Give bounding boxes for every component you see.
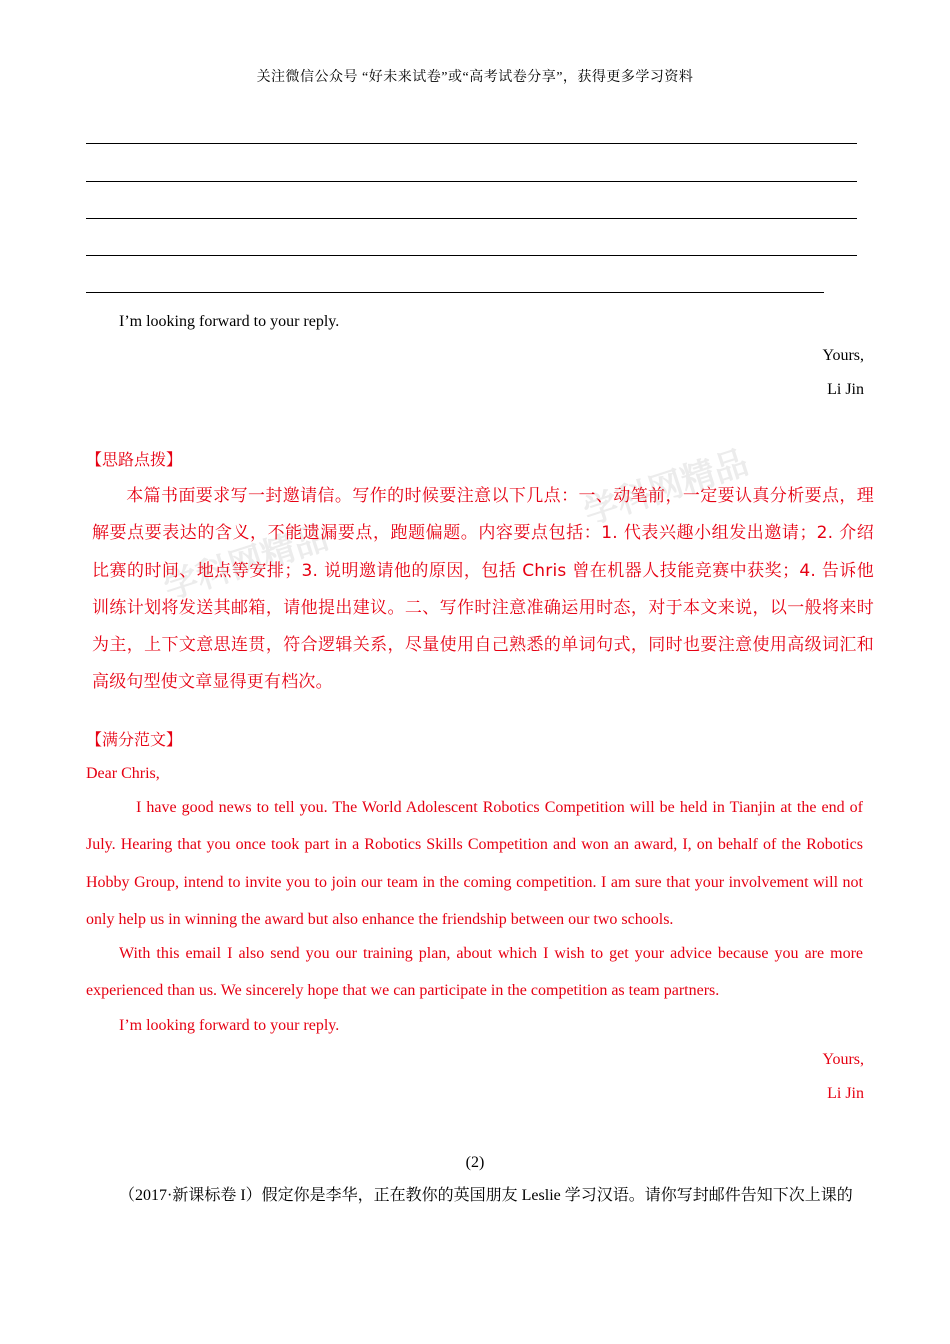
answer-line	[86, 218, 857, 219]
sample-signature: Li Jin	[827, 1085, 864, 1102]
letter-sign-off: Yours,	[822, 347, 864, 364]
hint-body-text: 本篇书面要求写一封邀请信。写作的时候要注意以下几点：一、动笔前，一定要认真分析要点，理解要点要表达的含义，不能遗漏要点，跑题偏题。内容要点包括：1. 代表兴趣小组发出邀请；2. 介绍比赛的时间、地点等安排；3. 说明邀请他的原因，包括 Chris 曾在机器人技能竞赛中获奖；4. 告诉他训练计划将发送其邮箱，请他提出建议。二、写作时注意准确运用时态，对于本文来说，以一般将来时为主，上下文意思连贯，符合逻辑关系，尽量使用自己熟悉的单词句式，同时也要注意使用高级词汇和高级句型使文章显得更有档次。	[92, 486, 874, 693]
page-header: 关注微信公众号 “好未来试卷”或“高考试卷分享”，获得更多学习资料	[256, 70, 694, 85]
sample-section-title: 【满分范文】	[86, 732, 183, 749]
sample-paragraph-2-text: With this email I also send you our training plan, about which I wish to get your advice because you are more experienced than us. We sincerely hope that we can participate in the competition as team partners.	[86, 945, 863, 1000]
watermark: 学科网精品	[579, 442, 754, 534]
watermark: 学科网精品	[159, 517, 334, 609]
question-text: （2017·新课标卷 I）假定你是李华，正在教你的英国朋友 Leslie 学习汉语。请你写封邮件告知下次上课的	[119, 1187, 853, 1204]
answer-line	[86, 292, 824, 293]
letter-signature: Li Jin	[827, 381, 864, 398]
sample-paragraph-1	[86, 789, 863, 938]
question-number: (2)	[465, 1154, 485, 1171]
answer-line	[86, 255, 857, 256]
answer-line	[86, 143, 857, 144]
hint-section-title: 【思路点拨】	[86, 450, 183, 469]
sample-greeting: Dear Chris,	[86, 765, 160, 782]
hint-body	[92, 478, 874, 702]
sample-closing-line: I’m looking forward to your reply.	[119, 1017, 340, 1034]
letter-closing-line: I’m looking forward to your reply.	[119, 313, 340, 330]
answer-line	[86, 181, 857, 182]
sample-sign-off: Yours,	[822, 1051, 864, 1068]
sample-paragraph-1-text: I have good news to tell you. The World Adolescent Robotics Competition will be held in Tianjin at the end of July. Hearing that you once took part in a Robotics Skills Competition and won an award, I, on behalf of the Robotics Hobby Group, intend to invite you to join our team in the coming competition. I am sure that your involvement will not only help us in winning the award but also enhance the friendship between our two schools.	[86, 799, 863, 928]
sample-paragraph-2	[86, 935, 863, 1010]
